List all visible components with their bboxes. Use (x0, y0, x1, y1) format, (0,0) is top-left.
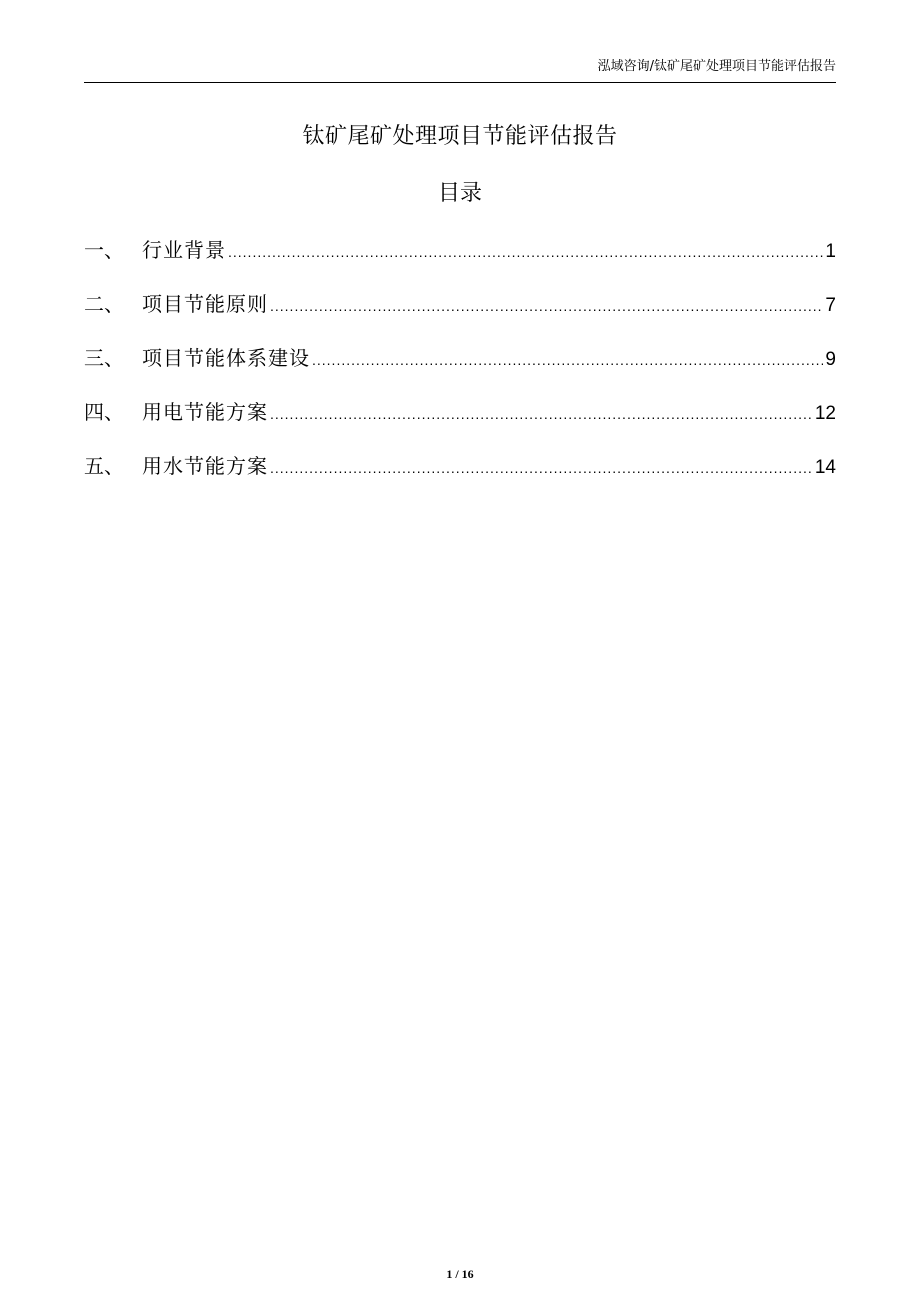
toc-dot-leader (270, 452, 813, 484)
toc-entry[interactable] (84, 450, 836, 504)
toc-entry[interactable] (84, 234, 836, 288)
toc-entry-label: 行业背景 (142, 238, 226, 262)
toc-entry-page: 1 (825, 241, 836, 262)
toc-entry-number: 五、 (84, 454, 124, 478)
toc-entry-number: 二、 (84, 292, 124, 316)
toc-dot-leader (270, 290, 823, 322)
toc-entry-page: 12 (814, 403, 836, 424)
toc-entry-page: 9 (825, 349, 836, 370)
toc-entry[interactable] (84, 342, 836, 396)
toc-entry-label: 用电节能方案 (142, 400, 268, 424)
document-title: 钛矿尾矿处理项目节能评估报告 (302, 124, 618, 149)
toc-dot-leader (270, 398, 813, 430)
toc-entry-number: 一、 (84, 238, 124, 262)
toc-entry-number: 三、 (84, 346, 124, 370)
toc-entry-page: 14 (814, 457, 836, 478)
running-header: 泓域咨询/钛矿尾矿处理项目节能评估报告 (597, 59, 836, 74)
toc-entry-label: 项目节能体系建设 (142, 346, 310, 370)
toc-entry-page: 7 (825, 295, 836, 316)
toc-heading: 目录 (437, 181, 482, 206)
toc-entry-number: 四、 (84, 400, 124, 424)
toc-entry[interactable] (84, 396, 836, 450)
header-divider (84, 82, 836, 83)
toc-dot-leader (312, 344, 823, 376)
toc-entry-label: 用水节能方案 (142, 454, 268, 478)
toc-entry-label: 项目节能原则 (142, 292, 268, 316)
toc-entry[interactable] (84, 288, 836, 342)
page-indicator: 1 / 16 (446, 1267, 474, 1281)
table-of-contents (84, 234, 836, 504)
toc-dot-leader (228, 236, 823, 268)
